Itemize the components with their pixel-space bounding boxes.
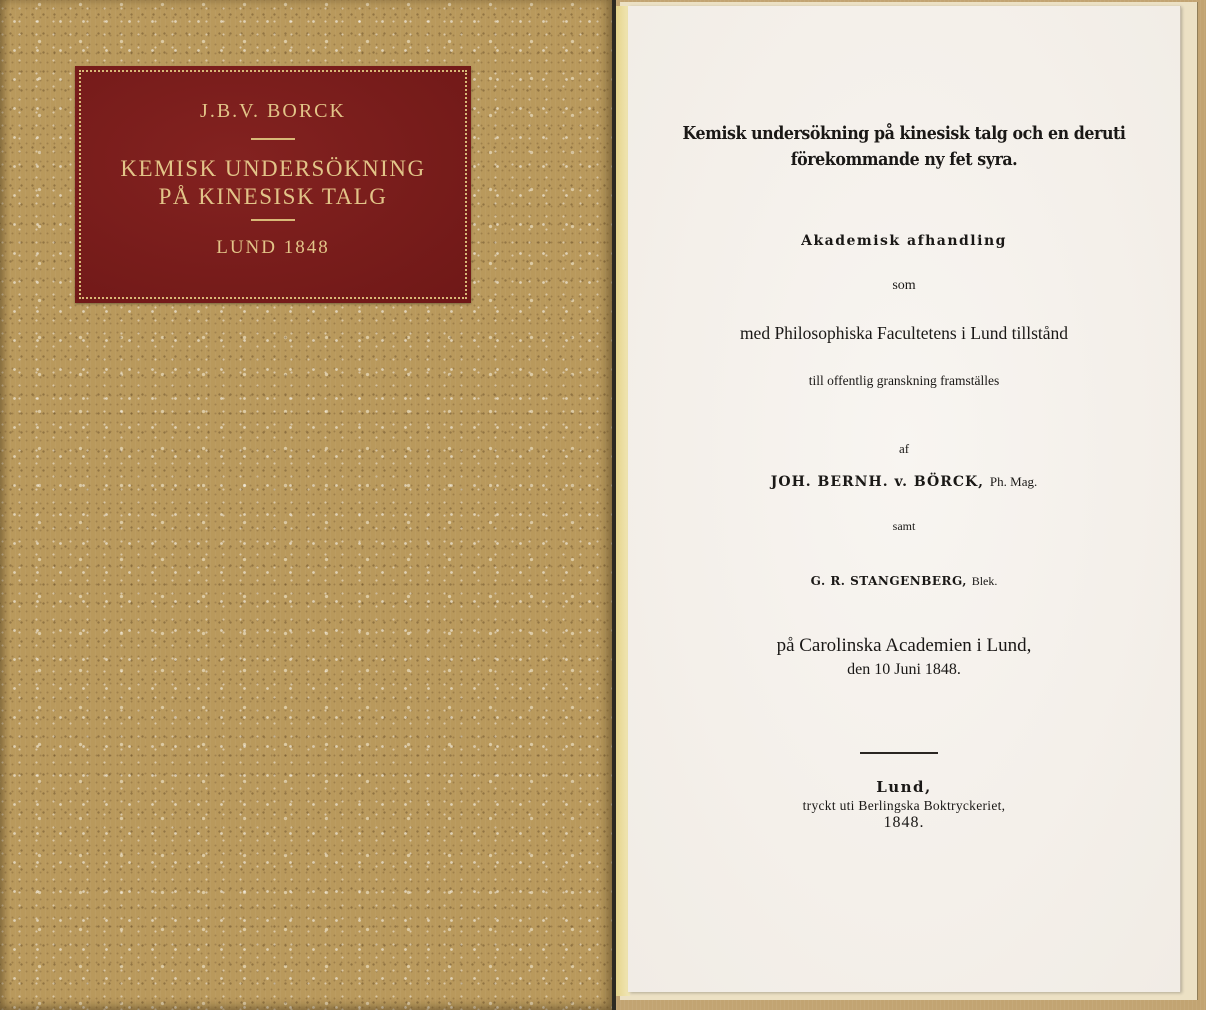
text-samt: samt: [892, 519, 916, 533]
author-2-degree: Blek.: [971, 574, 998, 588]
cover-title-label: [75, 66, 471, 303]
text-af: af: [898, 441, 910, 456]
genre-heading: Akademisk afhandling: [801, 233, 1007, 249]
title-line-1: Kemisk undersökning på kinesisk talg och en deruti: [682, 123, 1126, 144]
label-divider: [251, 219, 295, 221]
imprint-city: Lund,: [876, 778, 932, 796]
date-line: den 10 Juni 1848.: [847, 661, 961, 678]
text-som: som: [892, 278, 916, 293]
author-1-name: JOH. BERNH. v. BÖRCK,: [770, 474, 985, 490]
title-page: [628, 6, 1180, 992]
examination-line: till offentlig granskning framställes: [808, 373, 1000, 388]
label-title-line-2: PÅ KINESISK TALG: [158, 184, 388, 209]
author-2-name: G. R. STANGENBERG,: [810, 574, 967, 588]
label-place-year: LUND 1848: [216, 237, 330, 258]
cover-edge-shadow: [0, 0, 10, 1010]
label-divider: [251, 138, 295, 140]
author-2: [628, 574, 1180, 589]
imprint-year: 1848.: [883, 814, 925, 831]
faculty-line: med Philosophiska Facultetens i Lund tillstånd: [739, 323, 1069, 343]
author-1: [628, 474, 1180, 490]
place-line: på Carolinska Academien i Lund,: [776, 635, 1032, 656]
label-author: J.B.V. BORCK: [200, 100, 346, 122]
author-1-degree: Ph. Mag.: [989, 474, 1038, 489]
title-line-2: förekommande ny fet syra.: [790, 149, 1018, 170]
imprint-divider: [860, 752, 938, 754]
label-title-line-1: KEMISK UNDERSÖKNING: [120, 156, 426, 181]
imprint-printer: tryckt uti Berlingska Boktryckeriet,: [802, 798, 1006, 813]
